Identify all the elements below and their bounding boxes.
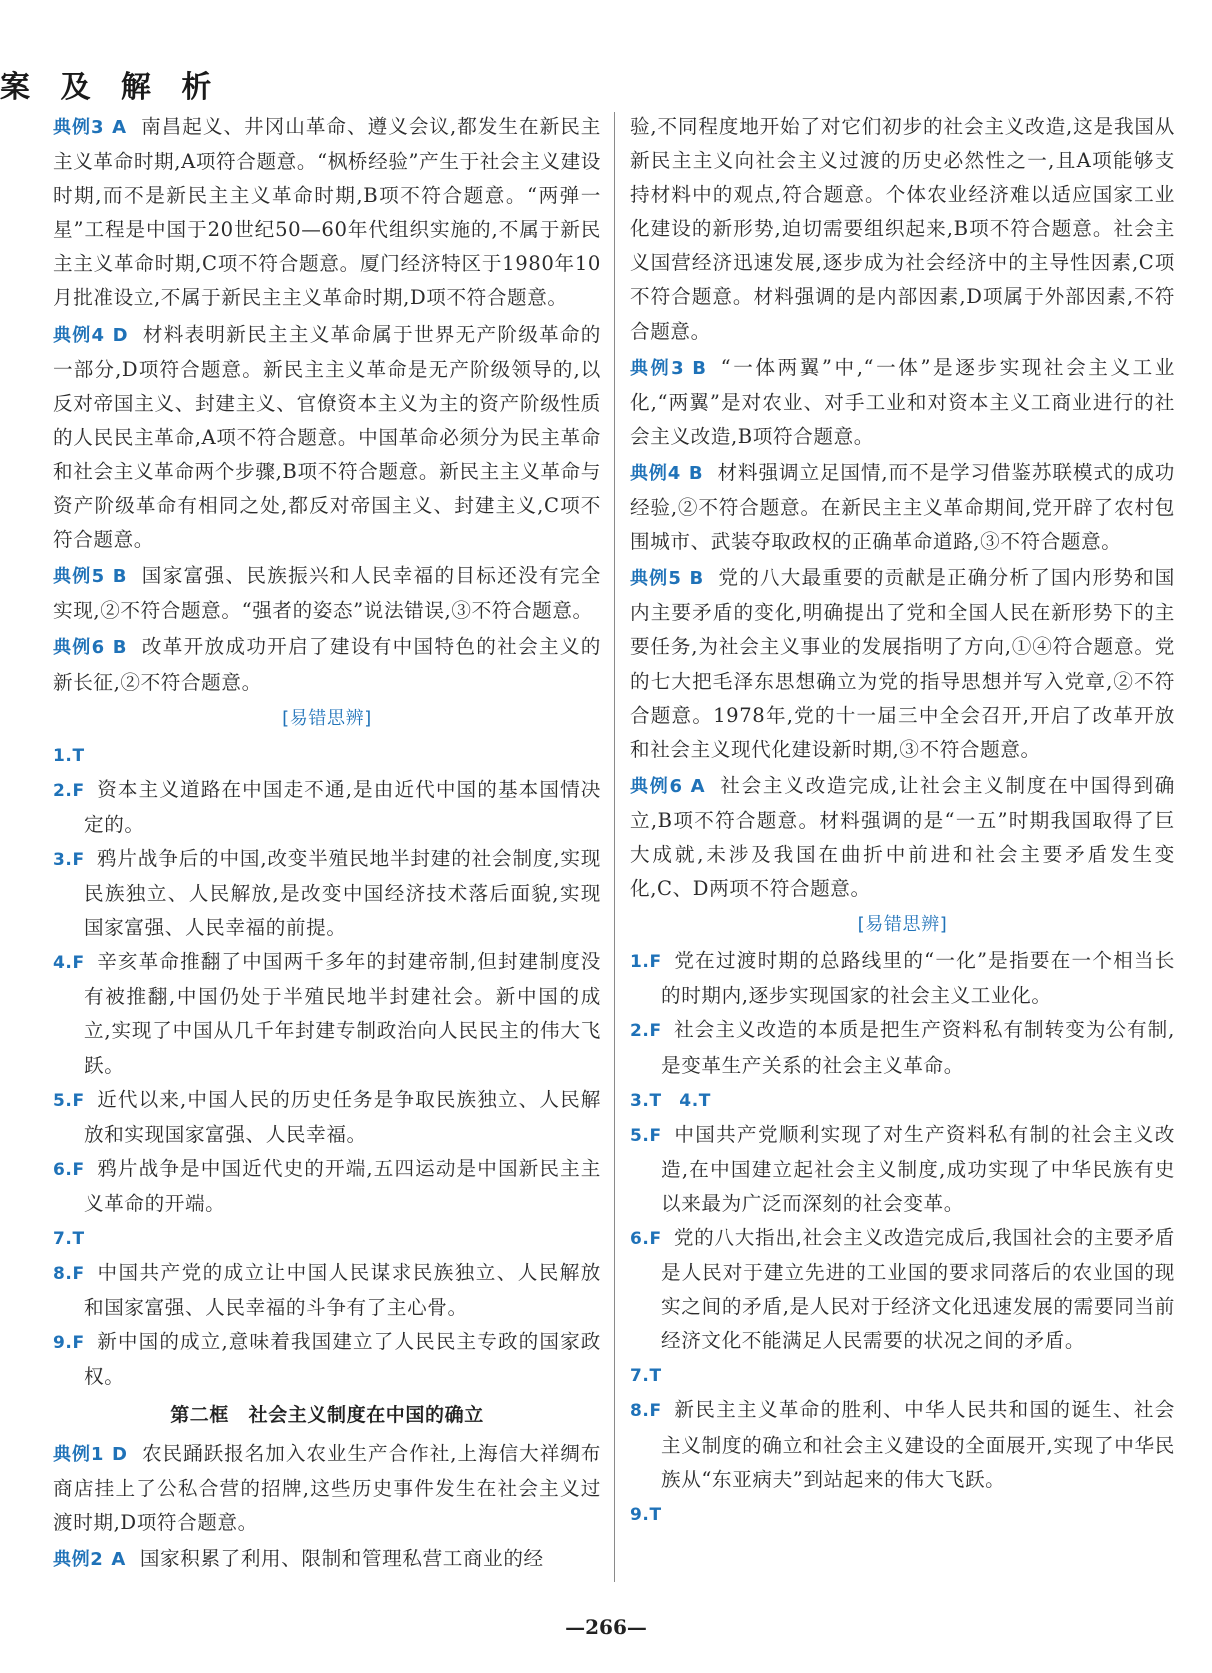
column-divider [614,112,615,1582]
item-number: 4.F [53,953,85,974]
example-4 [53,318,601,558]
section-heading-error-analysis: [易错思辨] [857,914,948,936]
list-item [53,738,601,773]
example-label: 典例2 [53,1548,104,1570]
example-text: 材料表明新民主主义革命属于世界无产阶级革命的一部分,D项符合题意。新民主主义革命是无产阶级领导的,以反对帝国主义、封建主义、官僚资本主义为主的资产阶级性质的人民民主革命,A项不符合题意。中国革命必须分为民主革命和社会主义革命两个步骤,B项不符合题意。新民主主义革命与资产阶级革命有相同之处,都反对帝国主义、封建主义,C项不符合题意。 [53,322,602,552]
right-column [630,110,1175,1532]
example-2 [53,1542,601,1577]
item-text: 辛亥革命推翻了中国两千多年的封建帝制,但封建制度没有被推翻,中国仍处于半殖民地半封建社会。新中国的成立,实现了中国从几千年封建专制政治向人民民主的伟大飞跃。 [84,950,601,1077]
item-number: 5.F [53,1090,85,1111]
example-answer: A [690,775,706,797]
example-text: “一体两翼”中,“一体”是逐步实现社会主义工业化,“两翼”是对农业、对手工业和对资本主义工商业进行的社会主义改造,B项符合题意。 [630,355,1175,448]
example-answer: A [112,117,127,138]
example-label: 典例1 [53,1443,105,1465]
item-number: 8.F [53,1264,85,1285]
item-number: 6.F [630,1229,662,1249]
list-item [630,1221,1175,1358]
example-label: 典例3 [53,117,105,138]
example-answer: D [112,324,129,346]
example-answer: D [112,1443,128,1465]
list-item [630,1118,1175,1221]
list-item [630,944,1175,1013]
list-item [53,773,601,842]
item-number: 1.T [53,745,85,766]
list-item [53,842,601,945]
item-text: 党的八大指出,社会主义改造完成后,我国社会的主要矛盾是人民对于建立先进的工业国的要求同落后的农业国的现实之间的矛盾,是人民对于经济文化迅速发展的需要同当前经济文化不能满足人民需要的状况之间的矛盾。 [661,1226,1175,1353]
example-6 [630,769,1175,906]
item-number: 6.F [53,1159,85,1180]
item-number: 3.T 4.T [630,1090,711,1111]
example-label: 典例5 [630,568,682,590]
example-answer: A [111,1548,126,1570]
item-number: 9.T [630,1504,662,1525]
subsection-title: 第二框 社会主义制度在中国的确立 [170,1404,484,1427]
example-text: 验,不同程度地开始了对它们初步的社会主义改造,这是我国从新民主主义向社会主义过渡的历史必然性之一,且A项能够支持材料中的观点,符合题意。个体农业经济难以适应国家工业化建设的新形势,迫切需要组织起来,B项不符合题意。社会主义国营经济迅速发展,逐步成为社会经济中的主导性因素,C项不符合题意。材料强调的是内部因素,D项属于外部因素,不符合题意。 [630,115,1175,343]
item-number: 5.F [630,1125,662,1146]
item-text: 中国共产党顺利实现了对生产资料私有制的社会主义改造,在中国建立起社会主义制度,成功实现了中华民族有史以来最为广泛而深刻的社会变革。 [661,1122,1175,1215]
example-6 [53,630,601,699]
left-column [53,110,601,1579]
item-text: 近代以来,中国人民的历史任务是争取民族独立、人民解放和实现国家富强、人民幸福。 [84,1087,601,1146]
example-5 [630,561,1175,767]
example-label: 典例5 [53,566,105,588]
page-number: —266— [565,1615,647,1639]
list-item [630,1358,1175,1393]
example-label: 典例6 [53,637,105,659]
example-text: 社会主义改造完成,让社会主义制度在中国得到确立,B项不符合题意。材料强调的是“一五”时期我国取得了巨大成就,未涉及我国在曲折中前进和社会主要矛盾发生变化,C、D两项不符合题意。 [630,773,1175,901]
example-5 [53,559,601,628]
item-number: 8.F [630,1401,662,1422]
item-text: 资本主义道路在中国走不通,是由近代中国的基本国情决定的。 [84,777,601,836]
example-3 [630,351,1175,454]
example-label: 典例3 [630,357,685,379]
list-item [53,1083,601,1152]
example-answer: B [112,637,128,659]
example-label: 典例4 [630,462,681,484]
item-text: 鸦片战争后的中国,改变半殖民地半封建的社会制度,实现民族独立、人民解放,是改变中国经济技术落后面貌,实现国家富强、人民幸福的前提。 [84,846,601,940]
section-heading-error-analysis: [易错思辨] [282,707,372,729]
example-text: 改革开放成功开启了建设有中国特色的社会主义的新长征,②不符合题意。 [53,635,601,694]
list-item [53,945,601,1082]
item-number: 3.F [53,849,85,870]
example-text: 国家积累了利用、限制和管理私营工商业的经 [139,1546,544,1570]
list-item [53,1325,601,1394]
list-item [53,1221,601,1256]
example-text: 国家富强、民族振兴和人民幸福的目标还没有完全实现,②不符合题意。“强者的姿态”说法错误,③不符合题意。 [53,564,601,623]
page-header-title: 案 及 解 析 [0,70,222,105]
example-text: 农民踊跃报名加入农业生产合作社,上海信大祥绸布商店挂上了公私合营的招牌,这些历史事件发生在社会主义过渡时期,D项符合题意。 [53,1441,601,1534]
example-answer: B [692,357,707,379]
item-text: 新民主主义革命的胜利、中华人民共和国的诞生、社会主义制度的确立和社会主义建设的全面展开,实现了中华民族从“东亚病夫”到站起来的伟大飞跃。 [661,1398,1175,1491]
list-item [53,1256,601,1325]
list-item [630,1497,1175,1532]
item-text: 党在过渡时期的总路线里的“一化”是指要在一个相当长的时期内,逐步实现国家的社会主义工业化。 [661,949,1175,1008]
item-number: 2.F [630,1021,662,1042]
item-text: 鸦片战争是中国近代史的开端,五四运动是中国新民主主义革命的开端。 [84,1156,601,1215]
example-2-continued [630,110,1175,349]
item-text: 社会主义改造的本质是把生产资料私有制转变为公有制,是变革生产关系的社会主义革命。 [661,1018,1175,1077]
example-3 [53,110,601,316]
item-number: 9.F [53,1333,85,1354]
example-1 [53,1437,601,1540]
list-item [53,1152,601,1221]
example-text: 材料强调立足国情,而不是学习借鉴苏联模式的成功经验,②不符合题意。在新民主主义革命期间,党开辟了农村包围城市、武装夺取政权的正确革命道路,③不符合题意。 [630,460,1175,554]
list-item [630,1393,1175,1496]
example-text: 南昌起义、井冈山革命、遵义会议,都发生在新民主主义革命时期,A项符合题意。“枫桥经验”产生于社会主义建设时期,而不是新民主主义革命时期,B项不符合题意。“两弹一星”工程是中国于20世纪50—60年代组织实施的,不属于新民主主义革命时期,C项不符合题意。厦门经济特区于1980年10月批准设立,不属于新民主主义革命时期,D项不符合题意。 [53,115,602,310]
item-text: 中国共产党的成立让中国人民谋求民族独立、人民解放和国家富强、人民幸福的斗争有了主心骨。 [84,1261,601,1320]
example-label: 典例6 [630,775,683,797]
item-number: 7.T [630,1366,662,1387]
example-label: 典例4 [53,324,105,346]
example-text: 党的八大最重要的贡献是正确分析了国内形势和国内主要矛盾的变化,明确提出了党和全国人民在新形势下的主要任务,为社会主义事业的发展指明了方向,①④符合题意。党的七大把毛泽东思想确立为党的指导思想并写入党章,②不符合题意。1978年,党的十一届三中全会召开,开启了改革开放和社会主义现代化建设新时期,③不符合题意。 [630,566,1175,761]
item-text: 新中国的成立,意味着我国建立了人民民主专政的国家政权。 [84,1330,601,1389]
example-answer: B [112,566,128,588]
list-item [630,1013,1175,1082]
item-number: 2.F [53,780,85,801]
example-answer: B [689,568,704,590]
list-item [630,1083,1175,1118]
example-answer: B [688,462,704,484]
item-number: 7.T [53,1229,85,1249]
example-4 [630,456,1175,559]
item-number: 1.F [630,952,662,973]
